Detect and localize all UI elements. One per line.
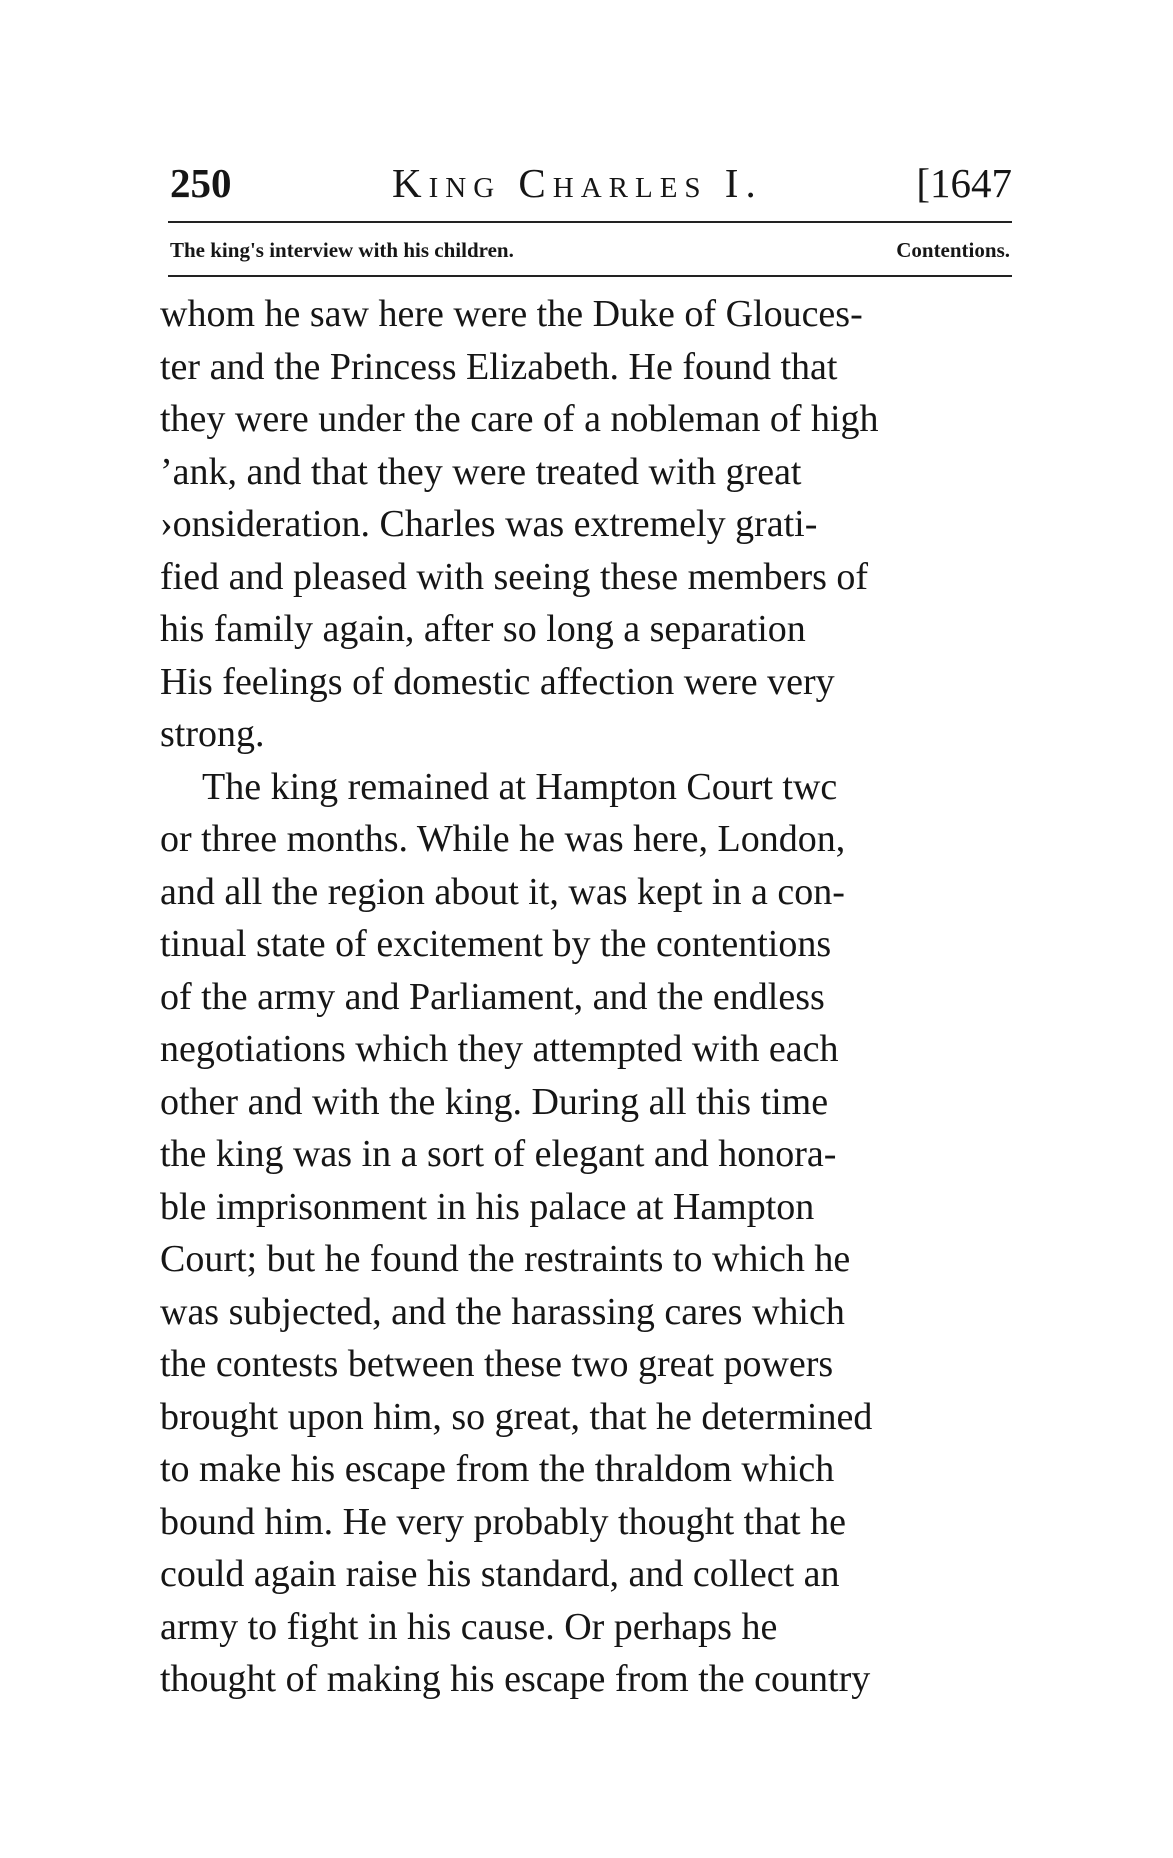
- text-line: his family again, after so long a separation: [160, 608, 806, 650]
- header-rule-top: [168, 221, 1012, 223]
- text-line: was subjected, and the harassing cares which: [160, 1290, 845, 1333]
- text-line: thought of making his escape from the country: [160, 1658, 871, 1700]
- side-note-left: The king's interview with his children.: [170, 238, 514, 262]
- side-notes: [170, 230, 1010, 270]
- text-line: to make his escape from the thraldom which: [160, 1448, 835, 1490]
- text-line: could again raise his standard, and collect an: [160, 1553, 840, 1595]
- text-line: ’ank, and that they were treated with great: [160, 450, 802, 493]
- page-number: 250: [170, 160, 232, 206]
- side-note-right: Contentions.: [896, 238, 1010, 262]
- text-line: the contests between these two great powers: [160, 1343, 834, 1385]
- text-line: they were under the care of a nobleman of high: [160, 398, 879, 440]
- body-text: [160, 288, 1010, 1706]
- text-line: fied and pleased with seeing these members of: [160, 555, 869, 598]
- text-line: the king was in a sort of elegant and honora-: [160, 1133, 837, 1175]
- text-line: army to fight in his cause. Or perhaps he: [160, 1605, 778, 1648]
- text-line: ble imprisonment in his palace at Hampton: [160, 1185, 815, 1228]
- text-line: bound him. He very probably thought that he: [160, 1500, 846, 1543]
- text-line: The king remained at Hampton Court twc: [202, 765, 838, 808]
- paragraph-2: [160, 761, 1010, 1706]
- year-marker: [1647: [916, 160, 1012, 206]
- text-line: negotiations which they attempted with each: [160, 1028, 839, 1070]
- text-line: and all the region about it, was kept in a con-: [160, 870, 845, 913]
- running-title: King Charles I.: [392, 160, 763, 206]
- text-line: whom he saw here were the Duke of Glouces-: [160, 293, 863, 335]
- text-line: Court; but he found the restraints to which he: [160, 1238, 851, 1280]
- text-line: ›onsideration. Charles was extremely grati-: [160, 503, 818, 545]
- header-rule-bottom: [168, 275, 1012, 277]
- text-line: brought upon him, so great, that he determined: [160, 1395, 873, 1438]
- text-line: ter and the Princess Elizabeth. He found that: [160, 345, 838, 388]
- text-line: or three months. While he was here, London,: [160, 818, 846, 860]
- text-line: His feelings of domestic affection were very: [160, 660, 835, 703]
- paragraph-1: [160, 288, 1010, 761]
- running-head: [170, 153, 1012, 213]
- text-line: other and with the king. During all this time: [160, 1080, 829, 1123]
- text-line: of the army and Parliament, and the endless: [160, 975, 825, 1018]
- text-line: tinual state of excitement by the contentions: [160, 923, 832, 965]
- text-line: strong.: [160, 713, 265, 755]
